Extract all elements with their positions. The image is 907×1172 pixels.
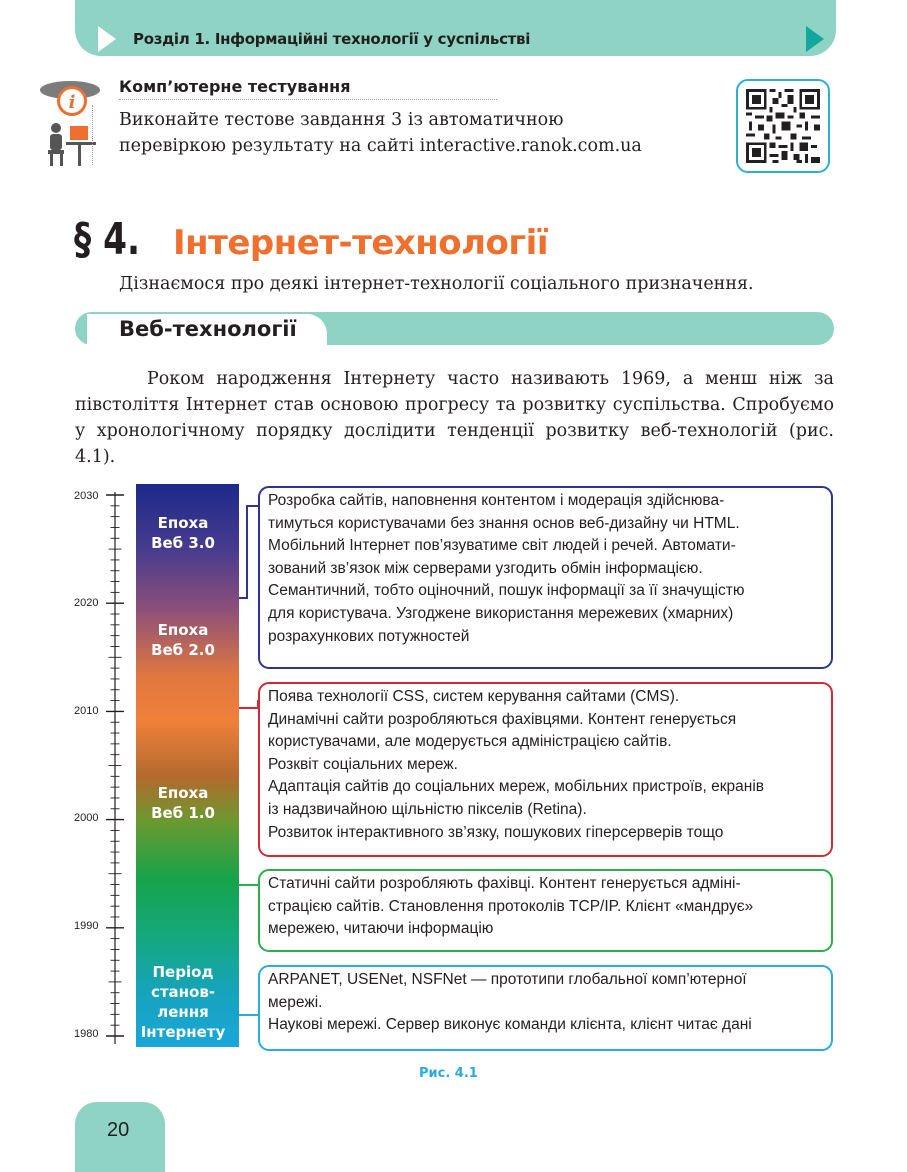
era-label-line: Веб 3.0 bbox=[151, 534, 215, 552]
box-line: тимуться користувачами без знання основ веб-дизайну чи HTML. bbox=[268, 514, 740, 532]
subsection-title: Веб-технології bbox=[119, 317, 297, 341]
box-line: зований зв’язок між серверами узгодить обмін інформацією. bbox=[268, 559, 703, 577]
divider bbox=[92, 105, 93, 165]
year-label: 1980 bbox=[74, 1028, 99, 1040]
info-line: Виконайте тестове завдання 3 із автоматичною bbox=[119, 110, 564, 130]
box-line: Статичні сайти розробляють фахівці. Контент генерується адміні- bbox=[268, 875, 741, 892]
section-intro: Дізнаємося про деякі інтернет-технології соціального призначення. bbox=[119, 274, 754, 294]
box-line: страцією сайтів. Становлення протоколів TCP/IP. Клієнт «мандрує» bbox=[268, 897, 754, 915]
year-label: 2010 bbox=[74, 705, 99, 717]
section-number: § 4. bbox=[74, 214, 141, 265]
year-label: 2030 bbox=[74, 490, 99, 502]
timeline-box-web2 bbox=[258, 682, 833, 857]
box-line: Розквіт соціальних мереж. bbox=[268, 755, 458, 773]
era-label-line: Веб 1.0 bbox=[151, 804, 215, 822]
box-line: ARPANET, USENet, NSFNet — прототипи глобальної комп’ютерної bbox=[268, 971, 747, 988]
figure-caption: Рис. 4.1 bbox=[419, 1066, 478, 1081]
box-line: Наукові мережі. Сервер виконує команди клієнта, клієнт читає дані bbox=[268, 1016, 752, 1034]
era-label-line: Епоха bbox=[157, 784, 209, 802]
next-arrow-icon bbox=[806, 26, 824, 52]
era-label-line: лення bbox=[157, 1003, 209, 1021]
box-line: користувачами, але модерується адміністрацією сайтів. bbox=[268, 733, 672, 751]
era-label-line: Веб 2.0 bbox=[151, 641, 215, 659]
box-line: із надзвичайною щільністю пікселів (Retina). bbox=[268, 800, 587, 818]
era-label-line: Період bbox=[152, 963, 214, 981]
year-label: 1990 bbox=[74, 920, 99, 932]
era-label-line: Епоха bbox=[157, 514, 209, 532]
box-line: Поява технології CSS, систем керування сайтами (CMS). bbox=[268, 688, 680, 705]
qr-code-icon bbox=[746, 89, 820, 163]
box-line: Семантичний, тобто оціночний, пошук інформації за її значущістю bbox=[268, 582, 745, 600]
box-line: для користувача. Узгоджене використання мережевих (хмарних) bbox=[268, 604, 734, 622]
year-label: 2000 bbox=[74, 812, 99, 824]
page-number: 20 bbox=[107, 1119, 130, 1141]
connector-web3 bbox=[239, 506, 258, 598]
timeline-box-web1 bbox=[258, 869, 833, 952]
box-line: мережі. bbox=[268, 993, 323, 1011]
body-paragraph bbox=[75, 366, 834, 470]
play-arrow-icon bbox=[98, 26, 116, 52]
divider bbox=[119, 99, 497, 100]
box-line: розрахункових потужностей bbox=[268, 627, 470, 645]
year-label: 2020 bbox=[74, 597, 99, 609]
era-label-line: станов- bbox=[150, 983, 216, 1001]
section-title: Інтернет-технології bbox=[173, 223, 548, 263]
timeline-box-origin bbox=[258, 965, 833, 1051]
info-line: перевіркою результату на сайті interactive.ranok.com.ua bbox=[119, 136, 642, 156]
box-line: мережею, читаючи інформацію bbox=[268, 920, 494, 938]
box-line: Розвиток інтерактивного зв’язку, пошукових гіперсерверів тощо bbox=[268, 823, 724, 841]
timeline-box-web3 bbox=[258, 486, 833, 669]
box-line: Розробка сайтів, наповнення контентом і модерація здійснюва- bbox=[268, 492, 725, 509]
era-label-line: Інтернету bbox=[140, 1023, 226, 1041]
chapter-title: Розділ 1. Інформаційні технології у суспільстві bbox=[133, 30, 531, 48]
connector-web2 bbox=[239, 700, 258, 708]
paragraph-text: Роком народження Інтернету часто називають 1969, а менш ніж за півстоліття Інтернет став основою прогресу та розвитку суспільства. Спробуємо у хронологічному порядку дослідити тенденції розвитку веб-технологій (рис. 4.1). bbox=[75, 369, 834, 467]
info-heading: Комп’ютерне тестування bbox=[119, 77, 351, 96]
svg-text:i: i bbox=[68, 92, 76, 113]
info-text bbox=[119, 107, 709, 159]
era-label-line: Епоха bbox=[157, 621, 209, 639]
box-line: Мобільний Інтернет пов’язуватиме світ людей і речей. Автомати- bbox=[268, 537, 736, 555]
box-line: Адаптація сайтів до соціальних мереж, мобільних пристроїв, екранів bbox=[268, 778, 765, 796]
box-line: Динамічні сайти розробляються фахівцями. Контент генерується bbox=[268, 710, 737, 728]
